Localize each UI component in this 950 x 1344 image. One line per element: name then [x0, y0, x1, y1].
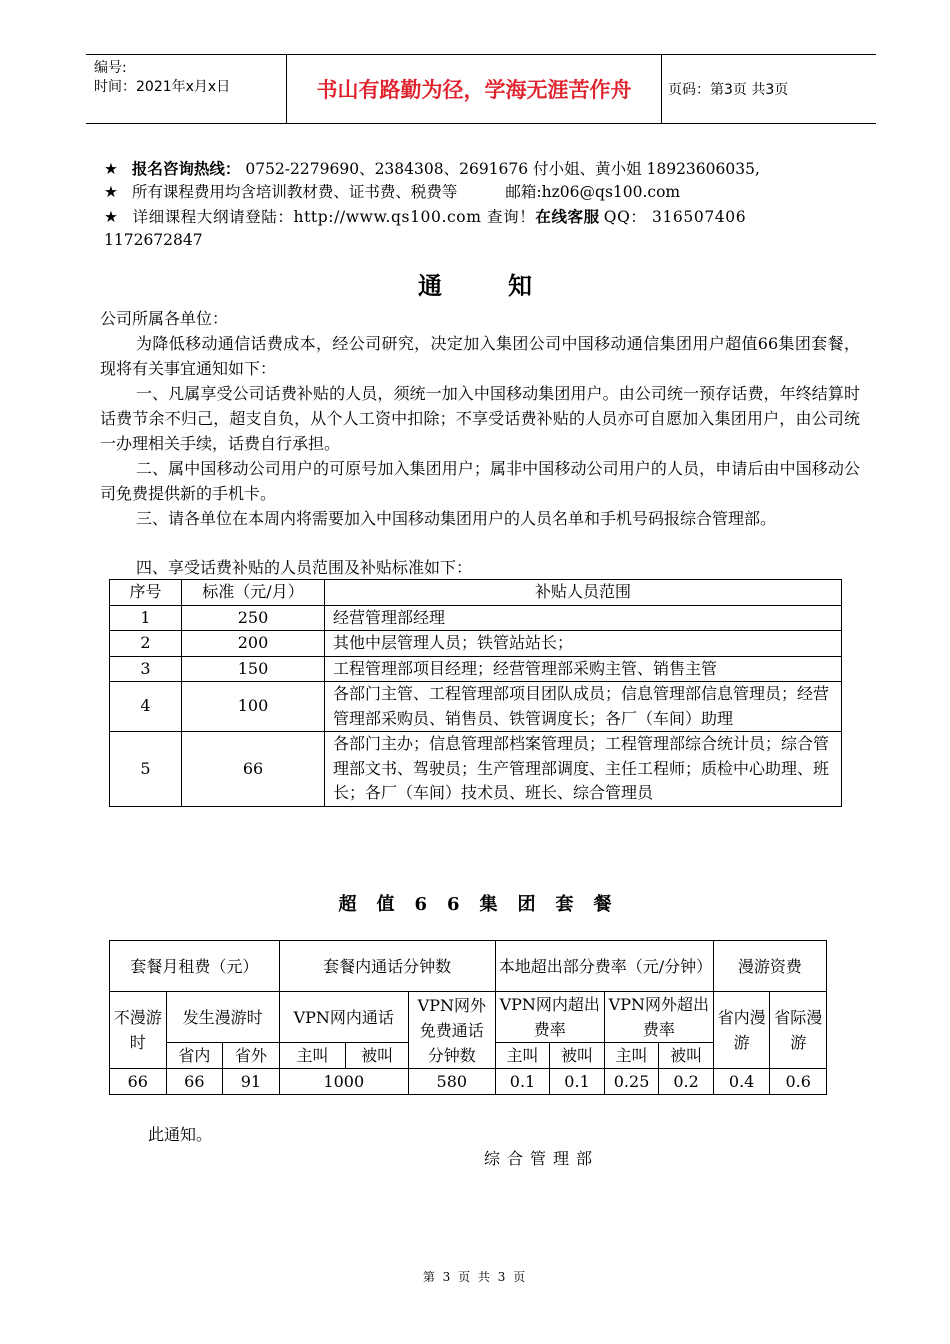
value-prov-roam: 0.4 — [713, 1069, 770, 1095]
header-page-label: 页码：第3页 共3页 — [668, 82, 789, 98]
notice-item-1: 一、凡属享受公司话费补贴的人员，须统一加入中国移动集团用户。由公司统一预存话费，年终结算时话费节余不归己，超支自负，从个人工资中扣除；不享受话费补贴的人员亦可自愿加入集团用户，由公司统一办理相关手续，话费自行承担。 — [100, 384, 860, 453]
row-range: 经营管理部经理 — [325, 605, 842, 631]
page-header — [86, 54, 876, 124]
header-vpn-out-free: VPN网外免费通话分钟数 — [408, 992, 495, 1069]
value-out-prov: 91 — [223, 1069, 280, 1095]
header-meta — [94, 59, 284, 97]
value-vpn-out-caller: 0.25 — [604, 1069, 659, 1095]
package-header-row-2 — [110, 992, 827, 1043]
table-row — [110, 631, 842, 657]
header-in-prov: 省内 — [166, 1043, 223, 1069]
value-no-roam: 66 — [110, 1069, 167, 1095]
info-line-2 — [104, 182, 680, 203]
notice-addressee: 公司所属各单位： — [100, 309, 229, 328]
row-amount: 66 — [182, 732, 325, 807]
row-range: 工程管理部项目经理；经营管理部采购主管、销售主管 — [325, 656, 842, 682]
notice-item-2: 二、属中国移动公司用户的可原号加入集团用户；属非中国移动公司用户的人员，申请后由中国移动公司免费提供新的手机卡。 — [100, 459, 860, 503]
hotline-text: 0752-2279690、2384308、2691676 付小姐、黄小姐 18923606035, — [245, 160, 760, 178]
row-amount: 150 — [182, 656, 325, 682]
qq-text: QQ： 316507406 — [603, 208, 747, 226]
code-label: 编号: — [94, 60, 127, 76]
header-no-roam: 不漫游时 — [110, 992, 167, 1069]
row-no: 2 — [110, 631, 182, 657]
notice-intro: 为降低移动通信话费成本，经公司研究，决定加入集团公司中国移动通信集团用户超值66集团套餐，现将有关事宜通知如下： — [100, 334, 860, 378]
header-caller: 主叫 — [495, 1043, 550, 1069]
row-no: 4 — [110, 682, 182, 732]
online-service-label: 在线客服 — [535, 207, 600, 226]
hotline-label: 报名咨询热线： — [131, 159, 241, 178]
row-range: 其他中层管理人员；铁管站站长； — [325, 631, 842, 657]
closing-note: 此通知。 — [148, 1125, 213, 1144]
row-no: 3 — [110, 656, 182, 682]
header-prov-roam: 省内漫游 — [713, 992, 770, 1069]
info-line-1 — [104, 158, 760, 180]
header-vpn-out-over: VPN网外超出费率 — [604, 992, 713, 1043]
value-in-prov: 66 — [166, 1069, 223, 1095]
header-roam-occur: 发生漫游时 — [166, 992, 279, 1043]
header-roaming: 漫游资费 — [713, 941, 826, 992]
time-label: 时间：2021年x月x日 — [94, 79, 231, 95]
value-vpn-out-free: 580 — [408, 1069, 495, 1095]
table-row — [110, 656, 842, 682]
page-number: 第 3 页 共 3 页 — [422, 1270, 528, 1284]
row-no: 1 — [110, 605, 182, 631]
header-caller: 主叫 — [604, 1043, 659, 1069]
header-vpn-in-over: VPN网内超出费率 — [495, 992, 604, 1043]
header-callee: 被叫 — [550, 1043, 605, 1069]
header-amount: 标准（元/月） — [182, 580, 325, 606]
header-local-rate: 本地超出部分费率（元/分钟） — [495, 941, 713, 992]
value-vpn-in: 1000 — [279, 1069, 408, 1095]
header-minutes: 套餐内通话分钟数 — [279, 941, 495, 992]
fees-text: 所有课程费用均含培训教材费、证书费、税费等 — [131, 183, 458, 201]
value-vpn-out-callee: 0.2 — [659, 1069, 714, 1095]
email-text: 邮箱:hz06@qs100.com — [505, 183, 681, 201]
star-icon: ★ — [104, 183, 118, 201]
star-icon: ★ — [104, 160, 118, 178]
header-callee: 被叫 — [346, 1043, 409, 1069]
package-header-row-1 — [110, 941, 827, 992]
table-row — [110, 605, 842, 631]
table-row — [110, 732, 842, 807]
header-vpn-in: VPN网内通话 — [279, 992, 408, 1043]
header-range: 补贴人员范围 — [325, 580, 842, 606]
package-table — [109, 940, 827, 1095]
course-link-text: 详细课程大纲请登陆：http://www.qs100.com 查询！ — [132, 208, 536, 226]
row-range: 各部门主管、工程管理部项目团队成员；信息管理部信息管理员；经营管理部采购员、销售员、铁管调度长；各厂（车间）助理 — [325, 682, 842, 732]
header-callee: 被叫 — [659, 1043, 714, 1069]
signing-department: 综合管理部 — [484, 1149, 600, 1168]
row-amount: 250 — [182, 605, 325, 631]
header-intl-roam: 省际漫游 — [770, 992, 827, 1069]
header-no: 序号 — [110, 580, 182, 606]
header-caller: 主叫 — [279, 1043, 346, 1069]
header-motto: 书山有路勤为径，学海无涯苦作舟 — [286, 55, 662, 123]
table-header-row — [110, 580, 842, 606]
header-monthly-fee: 套餐月租费（元） — [110, 941, 280, 992]
star-icon: ★ — [104, 208, 119, 226]
notice-item-4: 四、享受话费补贴的人员范围及补贴标准如下： — [136, 558, 473, 577]
table-row — [110, 682, 842, 732]
package-value-row — [110, 1069, 827, 1095]
row-amount: 200 — [182, 631, 325, 657]
notice-item-3: 三、请各单位在本周内将需要加入中国移动集团用户的人员名单和手机号码报综合管理部。 — [136, 509, 777, 528]
header-out-prov: 省外 — [223, 1043, 280, 1069]
package-title: 超值66集团套餐 — [338, 894, 632, 915]
row-amount: 100 — [182, 682, 325, 732]
subsidy-table — [109, 579, 842, 807]
row-range: 各部门主办；信息管理部档案管理员；工程管理部综合统计员；综合管理部文书、驾驶员；生产管理部调度、主任工程师；质检中心助理、班长；各厂（车间）技术员、班长、综合管理员 — [325, 732, 842, 807]
info-line-4: 1172672847 — [104, 231, 203, 249]
value-vpn-in-caller: 0.1 — [495, 1069, 550, 1095]
info-line-3 — [104, 206, 746, 228]
notice-title: 通知 — [418, 271, 598, 300]
value-vpn-in-callee: 0.1 — [550, 1069, 605, 1095]
row-no: 5 — [110, 732, 182, 807]
value-intl-roam: 0.6 — [770, 1069, 827, 1095]
